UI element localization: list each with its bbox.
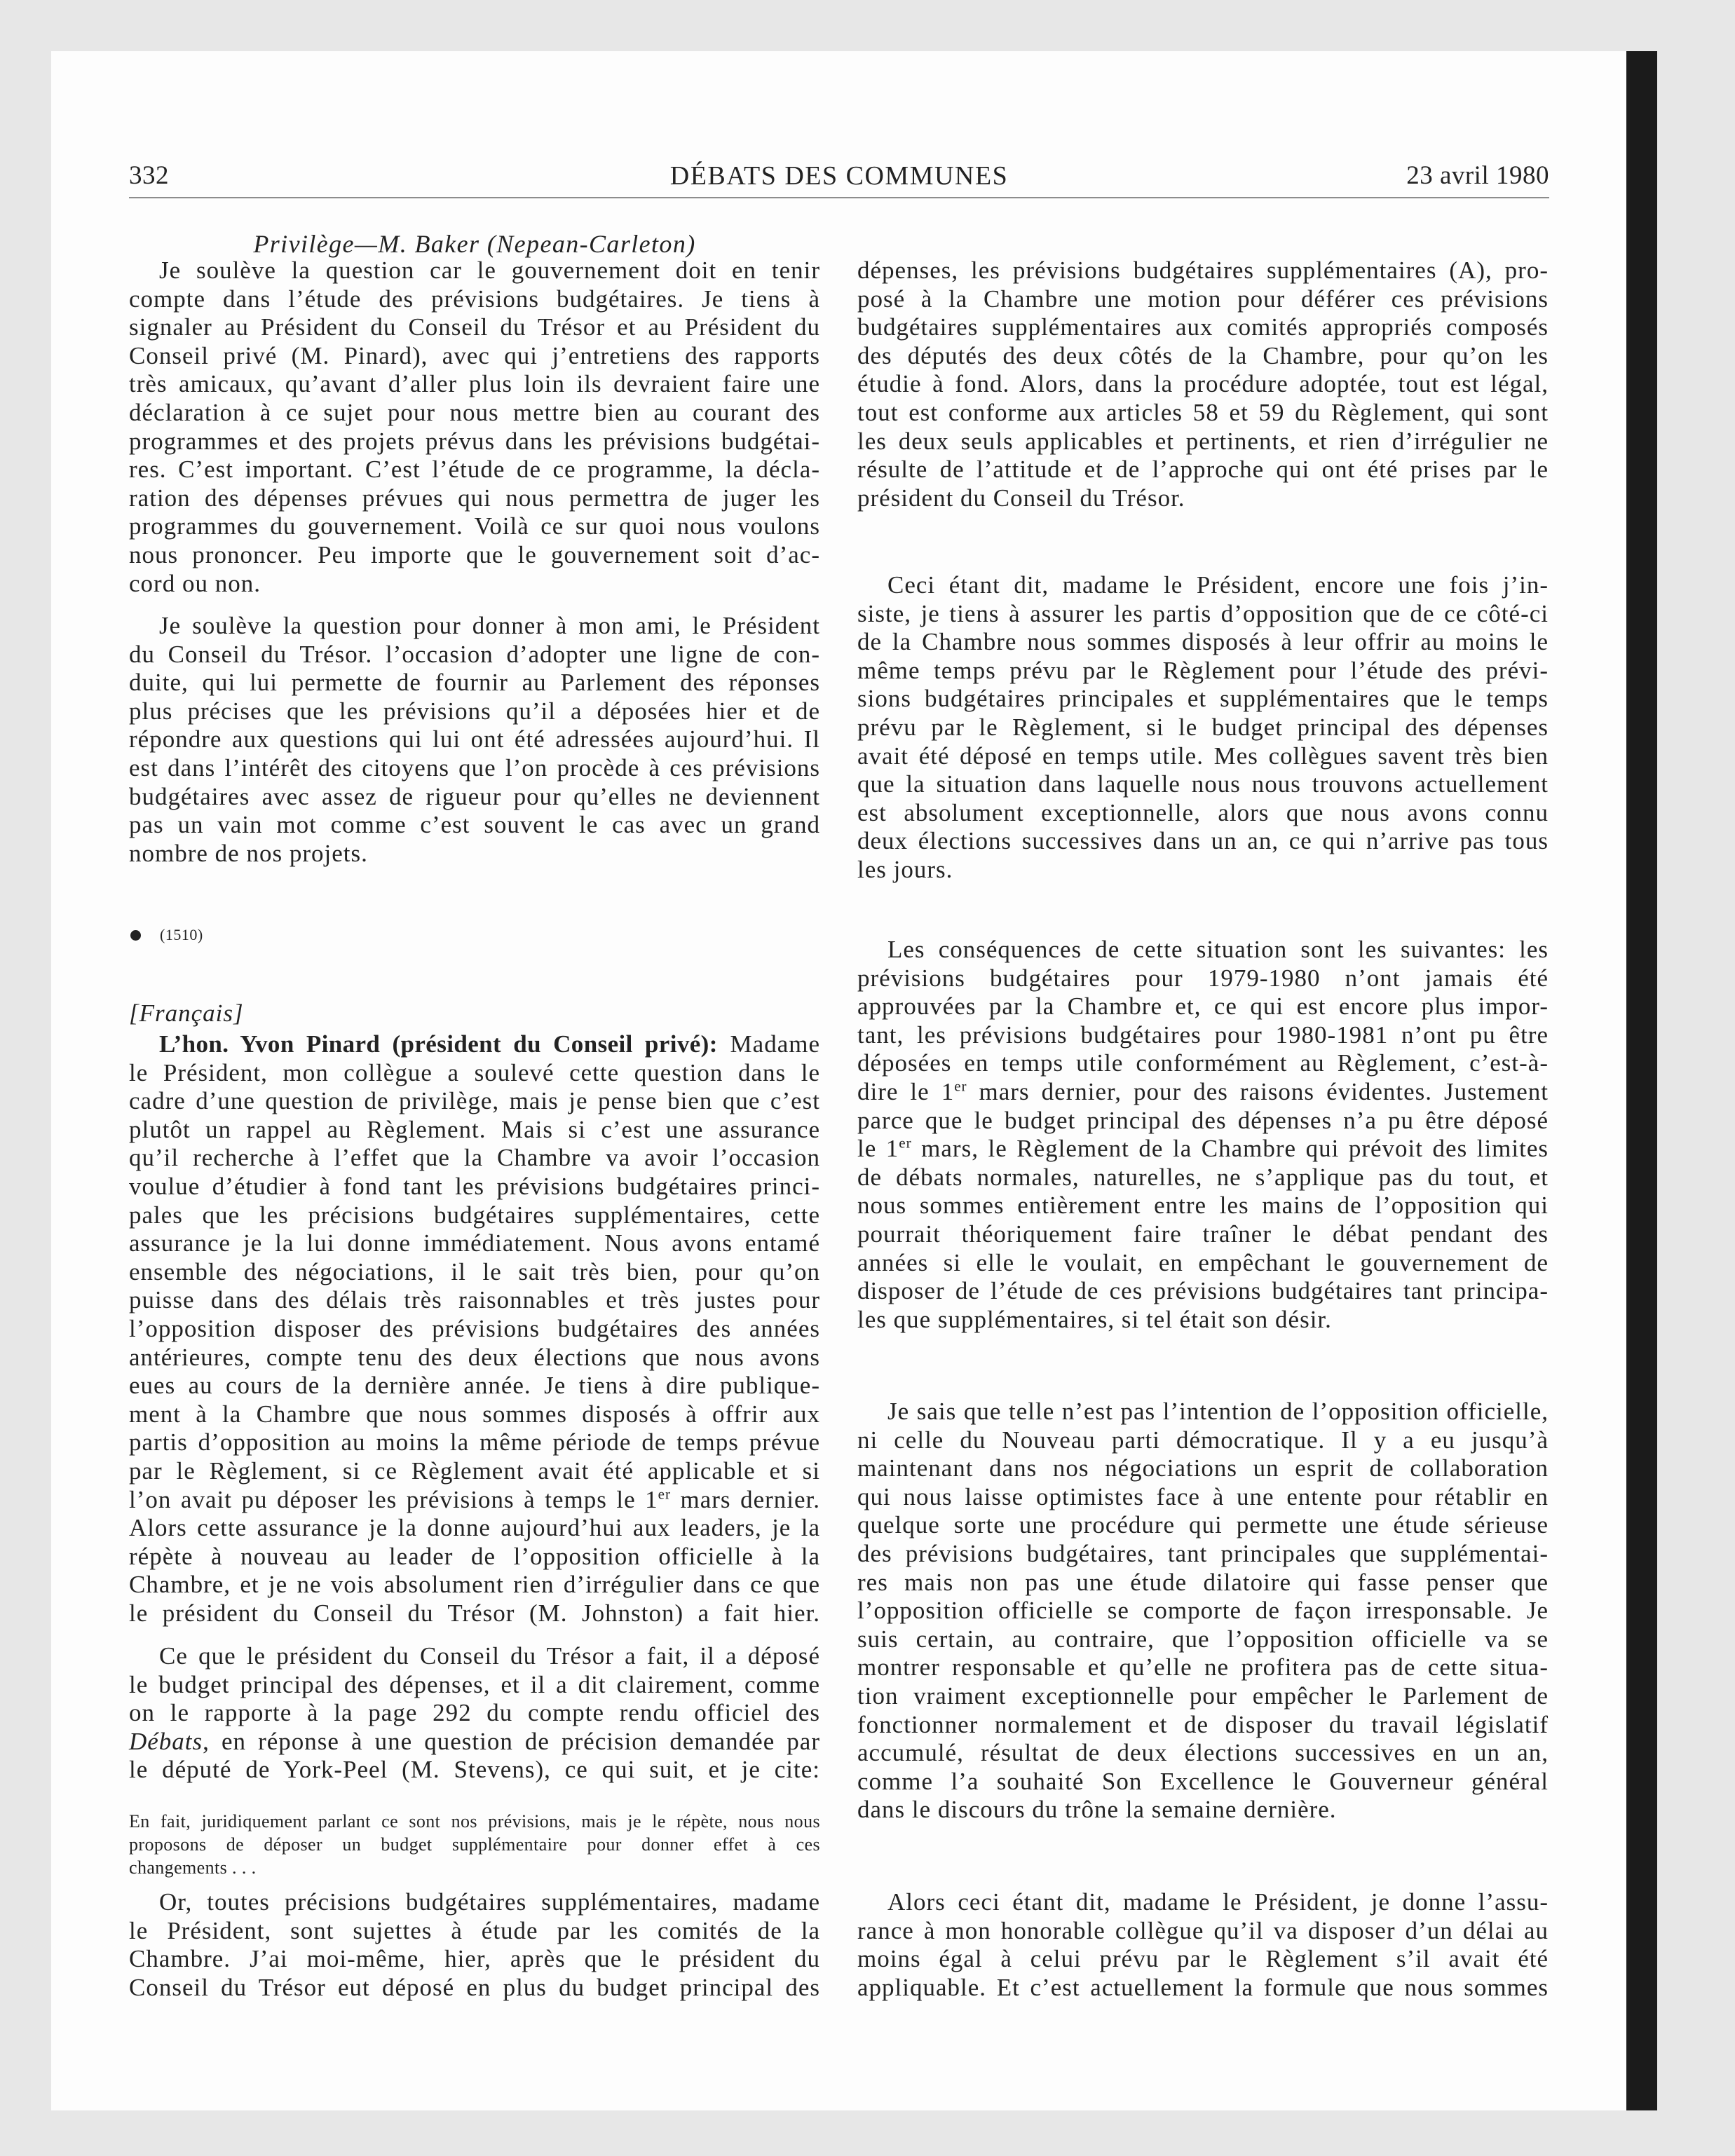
text-line: on le rapporte à la page 292 du compte rendu officiel des [129, 1699, 820, 1727]
text-line: suis certain, au contraire, que l’opposition officielle va se [857, 1625, 1549, 1653]
text-line: changements . . . [129, 1857, 257, 1878]
text-line: l’opposition disposer des prévisions budgétaires des années [129, 1314, 820, 1342]
text-line: ni celle du Nouveau parti démocratique. Il y a eu jusqu’à [857, 1426, 1549, 1454]
text-line: voulue d’étudier à fond tant les prévisions budgétaires princi- [129, 1172, 820, 1200]
text-line [857, 1078, 1549, 1107]
text-line: dépenses, les prévisions budgétaires supplémentaires (A), pro- [857, 257, 1549, 284]
paragraph [129, 1030, 820, 1628]
text-line: est dans l’intérêt des citoyens que l’on procède à ces prévisions [129, 753, 820, 782]
text-line [129, 1728, 820, 1756]
paragraph [129, 257, 820, 598]
text-line: sions budgétaires principales et supplémentaires que le temps [857, 685, 1549, 713]
text-line: résulte de l’attitude et de l’approche qui ont été prises par le [857, 456, 1549, 484]
text-line: président du Conseil du Trésor. [857, 484, 1185, 512]
publication-date: 23 avril 1980 [1406, 161, 1549, 190]
paragraph [857, 257, 1549, 512]
text-line: très amicaux, qu’avant d’aller plus loin ils devraient faire une [129, 370, 820, 398]
text-line: Conseil privé (M. Pinard), avec qui j’entretiens des rapports [129, 341, 820, 369]
bullet-icon [130, 930, 141, 941]
text-line: étudie à fond. Alors, dans la procédure adoptée, tout est légal, [857, 370, 1549, 398]
time-marker: (1510) [160, 926, 203, 943]
text-line: Chambre, et je ne vois absolument rien d’irrégulier dans ce que [129, 1571, 820, 1599]
text-line: programmes et des projets prévus dans les prévisions budgétai- [129, 427, 820, 455]
text-line: le budget principal des dépenses, et il a dit clairement, comme [129, 1670, 820, 1698]
text-line: disposer de l’étude de ces prévisions budgétaires tant principa- [857, 1277, 1549, 1305]
text-line: que la situation dans laquelle nous nous trouvons actuellement [857, 770, 1549, 798]
text-line: accumulé, résultat de deux élections successives en un an, [857, 1739, 1549, 1767]
text-line: de la Chambre nous sommes disposés à leur offrir au moins le [857, 628, 1549, 656]
text-line: les jours. [857, 855, 953, 883]
text-line: proposons de déposer un budget supplémentaire pour donner effet à ces [129, 1834, 820, 1855]
text-line: programmes du gouvernement. Voilà ce sur quoi nous voulons [129, 512, 820, 540]
text-line: fonctionner normalement et de disposer du travail législatif [857, 1710, 1549, 1738]
text-line: rance à mon honorable collègue qu’il va disposer d’un délai au [857, 1916, 1549, 1944]
text-line: le Président, sont sujettes à étude par les comités de la [129, 1916, 820, 1944]
text-line: signaler au Président du Conseil du Trésor et au Président du [129, 313, 820, 341]
text-line: cadre d’une question de privilège, mais je pense bien que c’est [129, 1087, 820, 1115]
text-line: montrer responsable et qu’elle ne profitera pas de cette situa- [857, 1653, 1549, 1681]
paragraph [129, 612, 820, 868]
text-line: pas un vain mot comme c’est souvent le cas avec un grand [129, 811, 820, 839]
text-line: assurance je la lui donne immédiatement. Nous avons entamé [129, 1229, 820, 1257]
text-line: quelque sorte une procédure qui permette une étude sérieuse [857, 1511, 1549, 1539]
text-line: puisse dans des délais très raisonnables et très justes pour [129, 1286, 820, 1314]
text-line: appliquable. Et c’est actuellement la formule que nous sommes [857, 1973, 1549, 2001]
text-line: avait été déposé en temps utile. Mes collègues savent très bien [857, 742, 1549, 770]
text-line: Je sais que telle n’est pas l’intention de l’opposition officielle, [887, 1398, 1549, 1425]
text-line: tout est conforme aux articles 58 et 59 du Règlement, qui sont [857, 398, 1549, 426]
running-head: Privilège—M. Baker (Nepean-Carleton) [253, 230, 696, 258]
text-line: qu’il recherche à l’effet que la Chambre va avoir l’occasion [129, 1144, 820, 1172]
text-line: plutôt un rappel au Règlement. Mais si c’est une assurance [129, 1115, 820, 1143]
text-line: pales que les précisions budgétaires supplémentaires, cette [129, 1201, 820, 1229]
text-line: res mais non pas une étude dilatoire qui fasse penser que [857, 1568, 1549, 1596]
text-line: déclaration à ce sujet pour nous mettre bien au courant des [129, 398, 820, 426]
text-line [129, 1486, 820, 1515]
text-line [129, 1030, 820, 1059]
text-line: déposées en temps utile conformément au Règlement, c’est-à- [857, 1049, 1549, 1077]
text-line: le Président, mon collègue a soulevé cette question dans le [129, 1058, 820, 1086]
text-line: des prévisions budgétaires, tant principales que supplémentai- [857, 1539, 1549, 1567]
text-line: des députés des deux côtés de la Chambre, pour qu’on les [857, 341, 1549, 369]
paragraph [129, 1888, 820, 2002]
text-line: pourrait théoriquement faire traîner le débat pendant des [857, 1220, 1549, 1248]
text-line: Je soulève la question car le gouvernement doit en tenir [159, 257, 820, 284]
text-line: deux élections successives dans un an, ce qui n’arrive pas tous [857, 827, 1549, 855]
text-line: maintenant dans nos négociations un esprit de collaboration [857, 1454, 1549, 1482]
text-line: répète à nouveau au leader de l’opposition officielle à la [129, 1542, 820, 1570]
text-line: Alors cette assurance je la donne aujourd’hui aux leaders, je la [129, 1514, 820, 1542]
text-line: par le Règlement, si ce Règlement avait été applicable et si [129, 1456, 820, 1485]
text-run: dire le 1 [857, 1077, 955, 1105]
text-line: nombre de nos projets. [129, 839, 368, 867]
left-column [129, 0, 820, 2103]
text-line: eues au cours de la dernière année. Je tiens à dire publique- [129, 1372, 820, 1400]
text-line: les deux seuls applicables et pertinents, et rien d’irrégulier ne [857, 427, 1549, 455]
text-line: approuvées par la Chambre et, ce qui est encore plus impor- [857, 992, 1549, 1021]
text-line: budgétaires supplémentaires aux comités appropriés composés [857, 313, 1549, 341]
superscript: er [899, 1134, 912, 1152]
scan-edge-strip [1626, 51, 1657, 2110]
text-line [857, 1135, 1549, 1164]
text-line: res. C’est important. C’est l’étude de ce programme, la décla- [129, 456, 820, 484]
text-run: mars dernier. [670, 1485, 820, 1513]
text-line: même temps prévu par le Règlement pour l’étude des prévi- [857, 656, 1549, 684]
text-run: mars dernier, pour des raisons évidentes. Justement [967, 1077, 1549, 1105]
bold-run: L’hon. Yvon Pinard (président du Conseil privé): [159, 1030, 718, 1058]
language-tag: [Français] [129, 999, 244, 1027]
text-line: partis d’opposition au moins la même période de temps prévue [129, 1428, 820, 1456]
text-line: budgétaires avec assez de rigueur pour qu’elles ne deviennent [129, 782, 820, 810]
text-line: répondre aux questions qui lui ont été adressées aujourd’hui. Il [129, 725, 820, 753]
text-line: de débats normales, naturelles, ne s’applique pas du tout, et [857, 1163, 1549, 1191]
text-line: Or, toutes précisions budgétaires supplémentaires, madame [159, 1888, 820, 1916]
text-line: ment à la Chambre que nous sommes disposés à offrir aux [129, 1400, 820, 1428]
paragraph [857, 571, 1549, 885]
text-line: En fait, juridiquement parlant ce sont nos prévisions, mais je le répète, nous nous [129, 1811, 820, 1831]
paragraph [857, 936, 1549, 1334]
text-run: le 1 [857, 1135, 899, 1163]
text-line: Je soulève la question pour donner à mon ami, le Président [159, 612, 820, 639]
text-line: est absolument exceptionnelle, alors que nous avons connu [857, 798, 1549, 826]
text-line: les que supplémentaires, si tel était son désir. [857, 1305, 1332, 1333]
text-line: tion vraiment exceptionnelle pour empêcher le Parlement de [857, 1681, 1549, 1710]
text-line: siste, je tiens à assurer les partis d’opposition que de ce côté-ci [857, 599, 1549, 627]
text-line: cord ou non. [129, 569, 261, 597]
text-line: plus précises que les prévisions qu’il a déposées hier et de [129, 697, 820, 725]
text-line: Ce que le président du Conseil du Trésor a fait, il a déposé [159, 1642, 820, 1670]
text-line: comme l’a souhaité Son Excellence le Gouverneur général [857, 1767, 1549, 1795]
italic-run: Débats [129, 1727, 203, 1755]
text-run: l’on avait pu déposer les prévisions à temps le 1 [129, 1485, 658, 1513]
text-line: nous sommes entièrement entre les mains de l’opposition qui [857, 1192, 1549, 1220]
text-line: Ceci étant dit, madame le Président, encore une fois j’in- [887, 571, 1549, 599]
text-line: posé à la Chambre une motion pour déférer ces prévisions [857, 285, 1549, 313]
text-line: ration des dépenses prévues qui nous permettra de juger les [129, 484, 820, 512]
paragraph [857, 1398, 1549, 1824]
text-run: , en réponse à une question de précision demandée par [203, 1727, 820, 1755]
text-line: Conseil du Trésor eut déposé en plus du budget principal des [129, 1973, 820, 2001]
text-line: années si elle le voulait, en empêchant le gouvernement de [857, 1248, 1549, 1276]
text-line: tant, les prévisions budgétaires pour 1980-1981 n’ont pu être [857, 1021, 1549, 1049]
text-line: prévisions budgétaires pour 1979-1980 n’ont jamais été [857, 964, 1549, 992]
text-line: l’opposition officielle se comporte de façon irresponsable. Je [857, 1597, 1549, 1625]
text-line: antérieures, compte tenu des deux élections que nous avons [129, 1343, 820, 1371]
text-line: prévu par le Règlement, si le budget principal des dépenses [857, 713, 1549, 741]
text-line: qui nous laisse optimistes face à une entente pour rétablir en [857, 1482, 1549, 1510]
text-run: mars, le Règlement de la Chambre qui prévoit des limites [911, 1135, 1549, 1163]
text-line: nous prononcer. Peu importe que le gouvernement soit d’ac- [129, 540, 820, 568]
text-line: le président du Conseil du Trésor (M. Johnston) a fait hier. [129, 1599, 820, 1627]
text-line: ensemble des négociations, il le sait très bien, pour qu’on [129, 1257, 820, 1285]
text-line: Chambre. J’ai moi-même, hier, après que le président du [129, 1945, 820, 1973]
paragraph [857, 1888, 1549, 2002]
right-column [857, 0, 1549, 2103]
publication-title: DÉBATS DES COMMUNES [669, 161, 1009, 191]
text-line: dans le discours du trône la semaine dernière. [857, 1796, 1337, 1824]
block-quote [129, 1810, 820, 1879]
text-line: Alors ceci étant dit, madame le Président, je donne l’assu- [887, 1888, 1549, 1916]
text-line: Les conséquences de cette situation sont les suivantes: les [887, 936, 1549, 963]
page-number: 332 [129, 161, 169, 190]
text-run: Madame [717, 1030, 820, 1058]
text-line: duite, qui lui permette de fournir au Parlement des réponses [129, 669, 820, 697]
superscript: er [954, 1077, 967, 1095]
text-line: du Conseil du Trésor. l’occasion d’adopter une ligne de con- [129, 640, 820, 668]
text-line: parce que le budget principal des dépenses n’a pu être déposé [857, 1106, 1549, 1134]
text-line: compte dans l’étude des prévisions budgétaires. Je tiens à [129, 285, 820, 313]
superscript: er [658, 1485, 671, 1502]
paragraph [129, 1642, 820, 1785]
text-line: moins égal à celui prévu par le Règlement s’il avait été [857, 1945, 1549, 1973]
text-line: le député de York-Peel (M. Stevens), ce qui suit, et je cite: [129, 1756, 820, 1784]
